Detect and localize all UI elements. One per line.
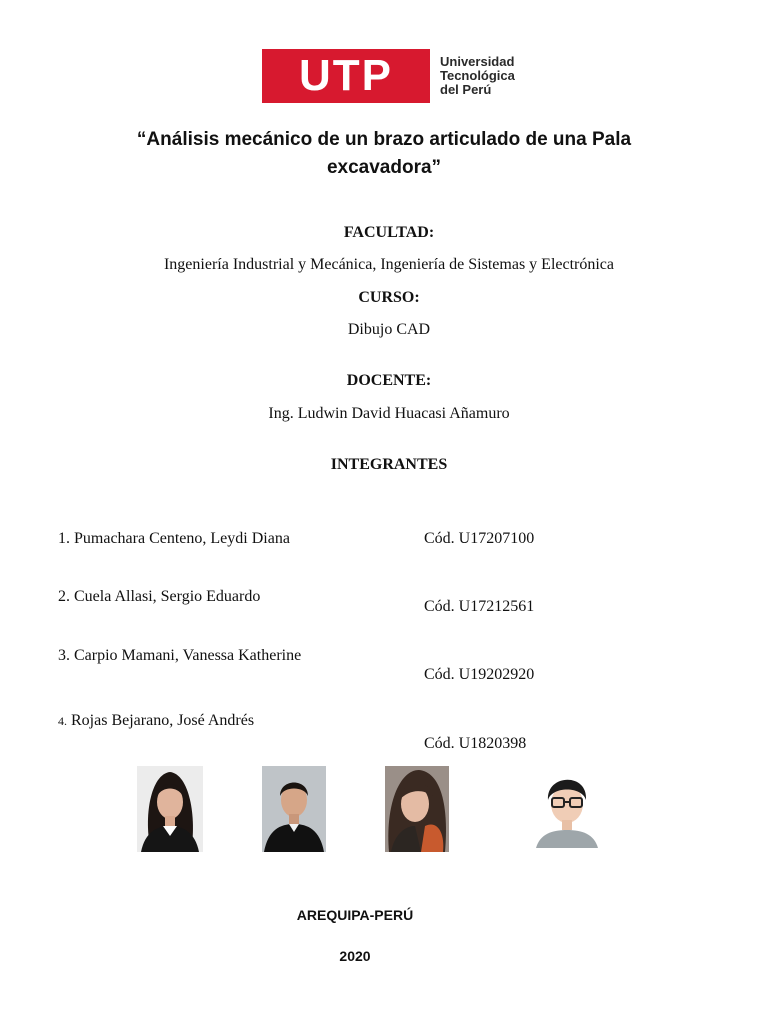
member-3-code: Cód. U19202920 bbox=[424, 666, 535, 683]
docente-label: DOCENTE: bbox=[346, 372, 432, 389]
member-4 bbox=[58, 712, 254, 730]
utp-logo bbox=[262, 49, 515, 103]
member-photo-4 bbox=[530, 766, 604, 848]
member-2-name: Cuela Allasi, Sergio Eduardo bbox=[74, 588, 261, 605]
title-line-1: “Análisis mecánico de un brazo articulado de una Pala bbox=[136, 129, 632, 150]
member-3-number: 3. bbox=[58, 647, 70, 664]
member-photo-1 bbox=[137, 766, 203, 852]
member-2-number: 2. bbox=[58, 588, 70, 605]
document-title bbox=[0, 126, 768, 182]
member-2-code: Cód. U17212561 bbox=[424, 598, 535, 615]
portrait-woman-1 bbox=[137, 766, 203, 852]
integrantes-label: INTEGRANTES bbox=[330, 456, 448, 473]
logo-line-2: Tecnológica bbox=[440, 68, 515, 83]
member-photo-2 bbox=[262, 766, 326, 852]
curso-value: Dibujo CAD bbox=[347, 321, 431, 338]
portrait-woman-3 bbox=[385, 766, 449, 852]
logo-line-3: del Perú bbox=[440, 82, 492, 97]
facultad-value: Ingeniería Industrial y Mecánica, Ingeniería de Sistemas y Electrónica bbox=[163, 256, 615, 273]
facultad-label: FACULTAD: bbox=[343, 224, 435, 241]
member-1-number: 1. bbox=[58, 530, 70, 547]
member-1 bbox=[58, 530, 290, 548]
member-3-name: Carpio Mamani, Vanessa Katherine bbox=[74, 647, 302, 664]
curso-label: CURSO: bbox=[358, 289, 420, 306]
portrait-man-4 bbox=[530, 766, 604, 848]
title-line-2: excavadora” bbox=[326, 157, 442, 178]
footer-year: 2020 bbox=[339, 948, 371, 964]
utp-logo-mark bbox=[262, 49, 430, 103]
member-4-number: 4. bbox=[58, 714, 67, 728]
member-2 bbox=[58, 588, 260, 606]
member-3 bbox=[58, 647, 301, 665]
utp-logo-letters: UTP bbox=[299, 51, 393, 100]
member-4-code: Cód. U1820398 bbox=[424, 735, 527, 752]
member-4-name: Rojas Bejarano, José Andrés bbox=[71, 712, 255, 729]
member-photo-3 bbox=[385, 766, 449, 852]
member-1-name: Pumachara Centeno, Leydi Diana bbox=[74, 530, 290, 547]
member-1-code: Cód. U17207100 bbox=[424, 530, 535, 547]
portrait-man-2 bbox=[262, 766, 326, 852]
utp-logo-text bbox=[440, 55, 515, 97]
footer-place: AREQUIPA-PERÚ bbox=[296, 907, 414, 923]
docente-value: Ing. Ludwin David Huacasi Añamuro bbox=[268, 405, 510, 422]
logo-line-1: Universidad bbox=[440, 54, 515, 69]
